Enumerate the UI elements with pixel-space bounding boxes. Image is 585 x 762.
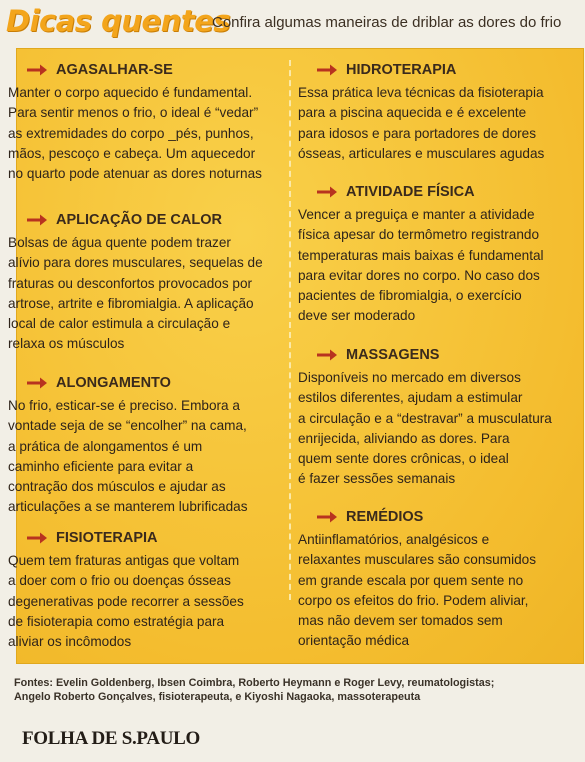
tip-body — [298, 530, 568, 652]
tip-heading-text: FISIOTERAPIA — [56, 530, 158, 546]
tip-heading-text: HIDROTERAPIA — [346, 62, 457, 78]
sources-credit — [14, 676, 574, 704]
tip-heading-text: ATIVIDADE FÍSICA — [346, 184, 475, 200]
tip-body-line: relaxantes musculares são consumidos — [298, 552, 537, 568]
arrow-right-icon — [316, 63, 338, 77]
tip-body-line: ósseas, articulares e musculares agudas — [298, 145, 545, 161]
tip-body-line: local de calor estimula a circulação e — [8, 316, 231, 332]
tip-heading-text: ALONGAMENTO — [56, 375, 171, 391]
tip-body-line: no quarto pode atenuar as dores noturnas — [8, 166, 262, 182]
tip-heading-text: REMÉDIOS — [346, 509, 424, 525]
arrow-right-icon — [26, 213, 48, 227]
tip-body — [298, 368, 568, 490]
tip-heading — [298, 60, 568, 80]
tip-section — [298, 507, 568, 652]
tip-body-line: No frio, esticar-se é preciso. Embora a — [8, 398, 240, 413]
tip-body — [298, 83, 568, 164]
tip-body-line: Manter o corpo aquecido é fundamental. — [8, 85, 253, 100]
tip-body-line: para a piscina aquecida e é excelente — [298, 105, 527, 121]
arrow-right-icon — [316, 185, 338, 199]
tip-body-line: vontade seja de se “encolher” na cama, — [8, 418, 247, 434]
tip-body — [298, 205, 568, 327]
tip-body-line: temperaturas mais baixas é fundamental — [298, 247, 544, 263]
tip-body-line: alívio para dores musculares, sequelas de — [8, 255, 263, 271]
tip-body-line: Vencer a preguiça e manter a atividade — [298, 207, 535, 222]
tip-body-line: quem sente dores crônicas, o ideal — [298, 451, 509, 467]
tip-section — [8, 60, 278, 184]
tip-heading — [8, 60, 278, 80]
tip-body-line: contração dos músculos e ajudar as — [8, 479, 226, 495]
tip-body-line: as extremidades do corpo _pés, punhos, — [8, 125, 254, 141]
tip-body-line: mãos, pescoço e cabeça. Um aquecedor — [8, 145, 256, 161]
tip-section — [298, 60, 568, 164]
tip-body-line: caminho eficiente para evitar a — [8, 458, 194, 474]
tip-heading — [8, 528, 278, 548]
arrow-right-icon — [26, 376, 48, 390]
arrow-right-icon — [26, 63, 48, 77]
arrow-right-icon — [316, 348, 338, 362]
page-subtitle: Confira algumas maneiras de driblar as dores do frio — [212, 14, 562, 31]
tip-body-line: estilos diferentes, ajudam a estimular — [298, 390, 523, 406]
tip-body — [8, 83, 278, 184]
column-divider — [289, 60, 291, 600]
sources-line: Fontes: Evelin Goldenberg, Ibsen Coimbra, Roberto Heymann e Roger Levy, reumatologistas; — [14, 677, 495, 689]
tip-body-line: a doer com o frio ou doenças ósseas — [8, 573, 231, 589]
tip-body-line: Quem tem fraturas antigas que voltam — [8, 553, 240, 568]
arrow-right-icon — [316, 510, 338, 524]
tip-body-line: pacientes de fibromialgia, o exercício — [298, 288, 522, 304]
newspaper-logo: FOLHA DE S.PAULO — [22, 728, 201, 749]
tip-body-line: Essa prática leva técnicas da fisioterapia — [298, 85, 544, 100]
tip-section — [8, 210, 278, 355]
tip-heading-text: MASSAGENS — [346, 347, 440, 363]
tip-body-line: a circulação e a “destravar” a musculatura — [298, 410, 552, 426]
tip-body-line: aliviar os incômodos — [8, 634, 132, 650]
tip-body-line: física apesar do termômetro registrando — [298, 227, 540, 243]
tip-section — [8, 373, 278, 518]
tip-body — [8, 233, 278, 355]
tip-body-line: para evitar dores no corpo. No caso dos — [298, 267, 540, 283]
tip-heading — [298, 182, 568, 202]
tip-body-line: enrijecida, aliviando as dores. Para — [298, 430, 510, 446]
tip-body-line: Antiinflamatórios, analgésicos e — [298, 532, 490, 547]
tip-heading — [8, 373, 278, 393]
tip-heading — [298, 345, 568, 365]
tip-body-line: artrose, artrite e fibromialgia. A aplicação — [8, 295, 254, 311]
arrow-right-icon — [26, 531, 48, 545]
tip-heading-text: APLICAÇÃO DE CALOR — [56, 212, 222, 228]
header — [0, 0, 585, 48]
page-title: Dicas quentes — [6, 4, 231, 38]
tip-body-line: orientação médica — [298, 633, 410, 649]
tip-body-line: Para sentir menos o frio, o ideal é “vedar” — [8, 105, 259, 121]
tip-body-line: fraturas ou desconfortos provocados por — [8, 275, 253, 291]
tip-body-line: Disponíveis no mercado em diversos — [298, 370, 521, 385]
tip-body-line: degenerativas pode recorrer a sessões — [8, 593, 244, 609]
tip-body — [8, 551, 278, 652]
tip-body-line: articulações a se manterem lubrificadas — [8, 499, 248, 515]
tip-body-line: relaxa os músculos — [8, 336, 125, 352]
tip-body-line: para idosos e para portadores de dores — [298, 125, 537, 141]
tip-heading — [298, 507, 568, 527]
tip-heading-text: AGASALHAR-SE — [56, 62, 173, 78]
tip-body-line: Bolsas de água quente podem trazer — [8, 235, 231, 250]
tip-body — [8, 396, 278, 518]
tip-body-line: corpo os efeitos do frio. Podem aliviar, — [298, 592, 529, 608]
tip-body-line: a prática de alongamentos é um — [8, 438, 203, 454]
tip-body-line: mas não devem ser tomados sem — [298, 613, 503, 629]
tip-body-line: deve ser moderado — [298, 308, 416, 324]
tip-section — [298, 345, 568, 490]
tip-section — [8, 528, 278, 652]
tip-body-line: é fazer sessões semanais — [298, 471, 456, 487]
tip-heading — [8, 210, 278, 230]
sources-line: Angelo Roberto Gonçalves, fisioterapeuta, e Kiyoshi Nagaoka, massoterapeuta — [14, 691, 421, 703]
tip-body-line: de fisioterapia como estratégia para — [8, 613, 225, 629]
tip-section — [298, 182, 568, 327]
tip-body-line: em grande escala por quem sente no — [298, 572, 524, 588]
